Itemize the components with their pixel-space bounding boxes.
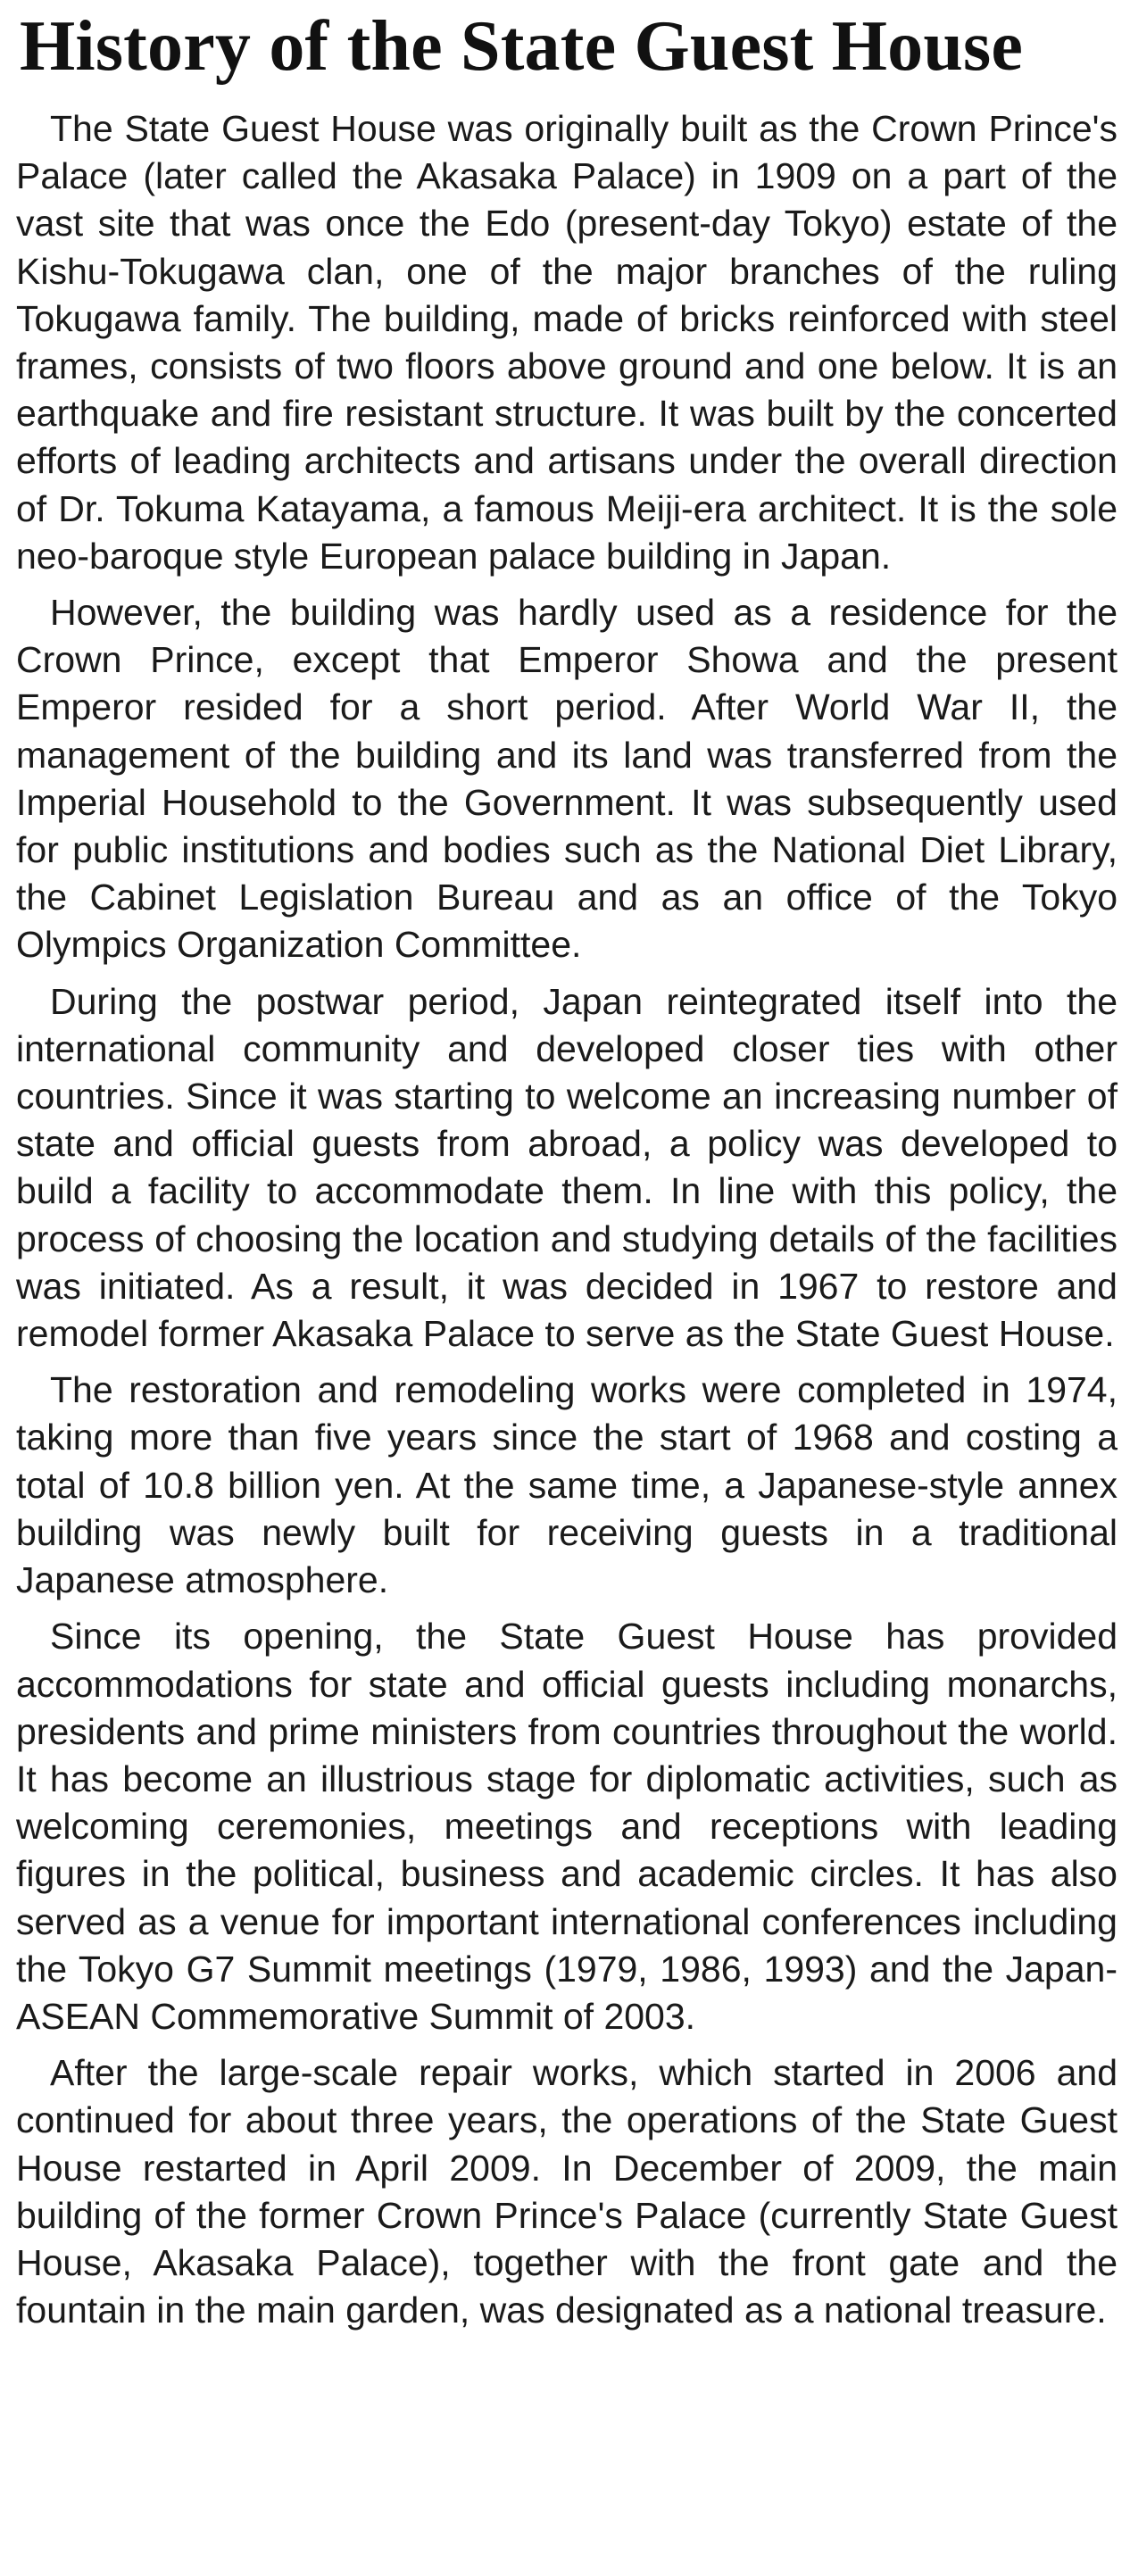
paragraph-origins: The State Guest House was originally built as the Crown Prince's Palace (later called the Akasaka Palace) in 1909 on a part of the vast site that was once the Edo (present-day Tokyo) estate of the Kishu-Tokugawa clan, one of the major branches of the ruling Tokugawa family. The building, made of bricks reinforced with steel frames, consists of two floors above ground and one below. It is an earthquake and fire resistant structure. It was built by the concerted efforts of leading architects and artisans under the overall direction of Dr. Tokuma Katayama, a famous Meiji-era architect. It is the sole neo-baroque style European palace building in Japan. xyxy=(16,108,1118,577)
paragraph-national-treasure: After the large-scale repair works, which started in 2006 and continued for about three years, the operations of the State Guest House restarted in April 2009. In December of 2009, the main building of the former Crown Prince's Palace (currently State Guest House, Akasaka Palace), together with the front gate and the fountain in the main garden, was designated as a national treasure. xyxy=(16,2052,1118,2331)
paragraph-restoration: The restoration and remodeling works were completed in 1974, taking more than five years since the start of 1968 and costing a total of 10.8 billion yen. At the same time, a Japanese-style annex building was newly built for receiving guests in a traditional Japanese atmosphere. xyxy=(16,1369,1118,1601)
paragraph-guest-house-decision: During the postwar period, Japan reintegrated itself into the international community and developed closer ties with other countries. Since it was starting to welcome an increasing number of state and official guests from abroad, a policy was developed to build a facility to accommodate them. In line with this policy, the process of choosing the location and studying details of the facilities was initiated. As a result, it was decided in 1967 to restore and remodel former Akasaka Palace to serve as the State Guest House. xyxy=(16,980,1118,1355)
page-title: History of the State Guest House xyxy=(20,7,1024,86)
article-body xyxy=(16,105,1118,2334)
paragraph-diplomatic-role: Since its opening, the State Guest House has provided accommodations for state and official guests including monarchs, presidents and prime ministers from countries throughout the world. It has become an illustrious stage for diplomatic activities, such as welcoming ceremonies, meetings and receptions with leading figures in the political, business and academic circles. It has also served as a venue for important international conferences including the Tokyo G7 Summit meetings (1979, 1986, 1993) and the Japan-ASEAN Commemorative Summit of 2003. xyxy=(16,1616,1118,2037)
paragraph-postwar-use: However, the building was hardly used as a residence for the Crown Prince, except that Emperor Showa and the present Emperor resided for a short period. After World War II, the management of the building and its land was transferred from the Imperial Household to the Government. It was subsequently used for public institutions and bodies such as the National Diet Library, the Cabinet Legislation Bureau and as an office of the Tokyo Olympics Organization Committee. xyxy=(16,592,1118,966)
